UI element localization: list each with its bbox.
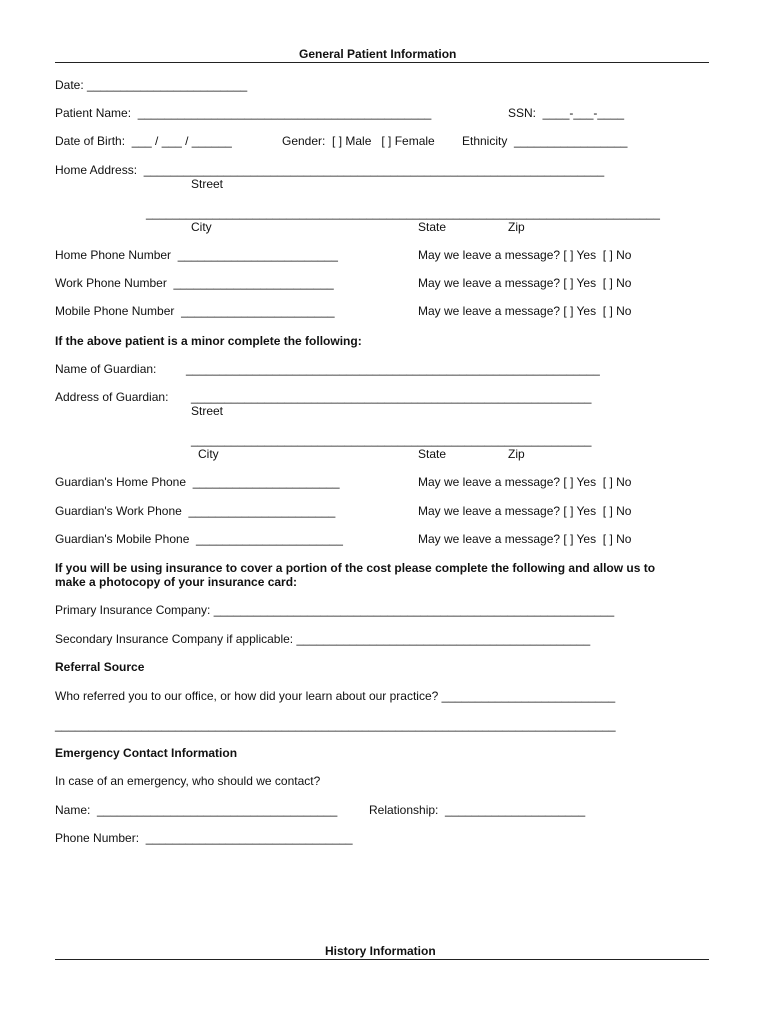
guardian-street-label: Street [191, 404, 224, 418]
emergency-name-field[interactable]: Name: ____________________________________ [55, 803, 338, 817]
guardian-name-label: Name of Guardian: [55, 362, 157, 376]
insurance-heading-line-1: If you will be using insurance to cover a portion of the cost please complete the following and allow us to [55, 561, 656, 575]
guardian-address-label: Address of Guardian: [55, 390, 169, 404]
mobile-phone-field[interactable]: Mobile Phone Number _______________________ [55, 304, 335, 318]
minor-section-heading: If the above patient is a minor complete the following: [55, 334, 362, 348]
work-phone-message-option[interactable]: May we leave a message? [ ] Yes [ ] No [418, 276, 632, 290]
guardian-city-state-zip-line[interactable]: ____________________________________________________________ [191, 433, 592, 447]
history-divider [55, 959, 709, 960]
referral-extra-line[interactable]: ____________________________________________________________________________________ [55, 718, 616, 732]
date-field[interactable]: Date: ________________________ [55, 78, 248, 92]
secondary-insurance-field[interactable]: Secondary Insurance Company if applicable: ____________________________________________ [55, 632, 591, 646]
guardian-home-message-option[interactable]: May we leave a message? [ ] Yes [ ] No [418, 475, 632, 489]
state-label: State [418, 220, 447, 234]
ethnicity-field[interactable]: Ethnicity _________________ [462, 134, 628, 148]
referral-question-field[interactable]: Who referred you to our office, or how did your learn about our practice? __________________________ [55, 689, 616, 703]
dob-field[interactable]: Date of Birth: ___ / ___ / ______ [55, 134, 232, 148]
form-title: General Patient Information [299, 47, 457, 61]
guardian-work-message-option[interactable]: May we leave a message? [ ] Yes [ ] No [418, 504, 632, 518]
street-label: Street [191, 177, 224, 191]
guardian-home-phone-field[interactable]: Guardian's Home Phone ______________________ [55, 475, 340, 489]
mobile-phone-message-option[interactable]: May we leave a message? [ ] Yes [ ] No [418, 304, 632, 318]
insurance-heading-line-2: make a photocopy of your insurance card: [55, 575, 298, 589]
home-address-field[interactable]: Home Address: _____________________________________________________________________ [55, 163, 605, 177]
guardian-zip-label: Zip [508, 447, 525, 461]
home-phone-field[interactable]: Home Phone Number ________________________ [55, 248, 338, 262]
emergency-heading: Emergency Contact Information [55, 746, 238, 760]
guardian-mobile-phone-field[interactable]: Guardian's Mobile Phone ______________________ [55, 532, 343, 546]
title-divider [55, 62, 709, 63]
guardian-work-phone-field[interactable]: Guardian's Work Phone ______________________ [55, 504, 336, 518]
guardian-state-label: State [418, 447, 447, 461]
home-phone-message-option[interactable]: May we leave a message? [ ] Yes [ ] No [418, 248, 632, 262]
history-title: History Information [325, 944, 436, 958]
primary-insurance-field[interactable]: Primary Insurance Company: ____________________________________________________________ [55, 603, 615, 617]
work-phone-field[interactable]: Work Phone Number ________________________ [55, 276, 334, 290]
zip-label: Zip [508, 220, 525, 234]
gender-field[interactable]: Gender: [ ] Male [ ] Female [282, 134, 435, 148]
city-label: City [191, 220, 212, 234]
emergency-relationship-field[interactable]: Relationship: _____________________ [369, 803, 586, 817]
emergency-question: In case of an emergency, who should we contact? [55, 774, 321, 788]
referral-heading: Referral Source [55, 660, 145, 674]
patient-name-field[interactable]: Patient Name: ____________________________________________ [55, 106, 432, 120]
ssn-field[interactable]: SSN: ____-___-____ [508, 106, 625, 120]
emergency-phone-field[interactable]: Phone Number: _______________________________ [55, 831, 353, 845]
city-state-zip-line[interactable]: _____________________________________________________________________________ [146, 206, 660, 220]
guardian-name-field[interactable]: ______________________________________________________________ [186, 362, 600, 376]
guardian-mobile-message-option[interactable]: May we leave a message? [ ] Yes [ ] No [418, 532, 632, 546]
guardian-city-label: City [198, 447, 219, 461]
guardian-address-field[interactable]: ____________________________________________________________ [191, 390, 592, 404]
